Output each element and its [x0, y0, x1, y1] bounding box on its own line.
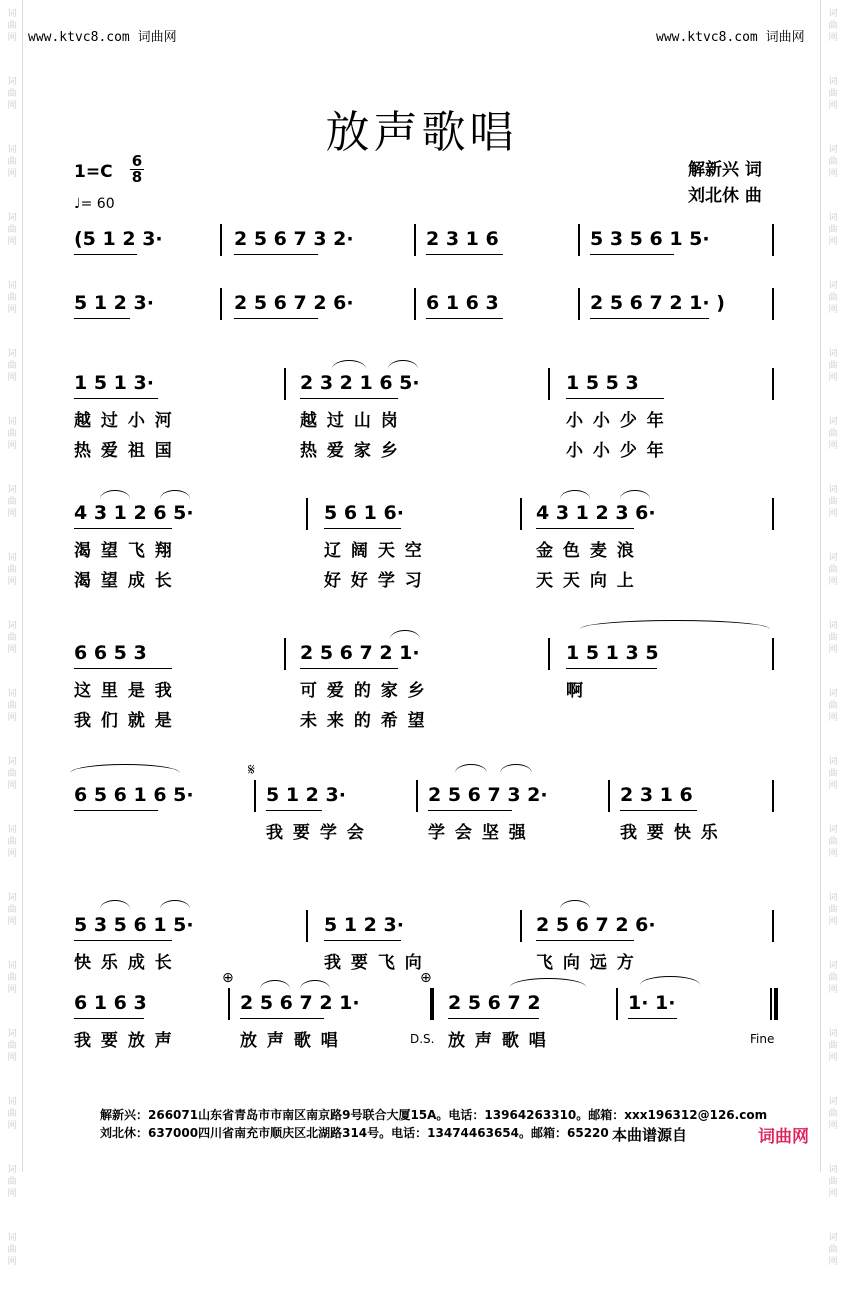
beam-underline — [266, 810, 322, 811]
site-logo[interactable]: 词曲网 — [758, 1127, 809, 1147]
bar-line — [284, 638, 286, 670]
sidebar-watermark: 词 曲 网 — [828, 621, 838, 655]
bar-line — [520, 498, 522, 530]
lyric-line: 放 声 歌 唱 — [240, 1031, 340, 1051]
bar-line — [772, 498, 774, 530]
sidebar-watermark: 词 曲 网 — [828, 689, 838, 723]
beam-underline — [428, 810, 512, 811]
beam-underline — [74, 668, 172, 669]
bar-line — [520, 910, 522, 942]
lyric-line: 我 们 就 是 — [74, 711, 174, 731]
slur-arc — [160, 490, 190, 499]
beam-underline — [234, 318, 318, 319]
footer-source: 本曲谱源自 — [612, 1126, 688, 1144]
sidebar-watermark: 词 曲 网 — [7, 9, 17, 43]
beam-underline — [74, 810, 158, 811]
sidebar-watermark: 词 曲 网 — [7, 77, 17, 111]
lyric-line: 快 乐 成 长 — [74, 953, 174, 973]
sidebar-watermark: 词 曲 网 — [7, 1097, 17, 1131]
tempo-marking — [74, 196, 115, 212]
slur-arc — [560, 490, 590, 499]
lyric-line: 可 爱 的 家 乡 — [300, 681, 427, 701]
coda-mark: ⊕ — [222, 970, 234, 986]
lyric-line: 金 色 麦 浪 — [536, 541, 636, 561]
right-watermark-strip — [821, 0, 845, 1267]
measure-notes: 1 5 1 3· — [74, 372, 154, 394]
repeat-barline — [430, 988, 434, 1020]
lyric-line: 我 要 学 会 — [266, 823, 366, 843]
footer-contact-lyricist: 解新兴：266071山东省青岛市市南区南京路9号联合大厦15A。电话：13964263310。邮箱：xxx196312@126.com — [100, 1108, 768, 1122]
sidebar-watermark: 词 曲 网 — [7, 893, 17, 927]
sidebar-watermark: 词 曲 网 — [7, 213, 17, 247]
measure-notes: 2 3 1 6 — [620, 784, 693, 806]
bar-line — [254, 780, 256, 812]
bar-line — [616, 988, 618, 1020]
lyric-line: 啊 — [566, 681, 585, 701]
bar-line — [772, 288, 774, 320]
bar-line — [414, 288, 416, 320]
lyric-line: 越 过 山 岗 — [300, 411, 400, 431]
segno-mark: 𝄋 — [248, 760, 255, 779]
sidebar-watermark: 词 曲 网 — [7, 1233, 17, 1267]
ds-mark: D.S. — [410, 1032, 435, 1046]
beam-underline — [628, 1018, 677, 1019]
time-signature — [130, 154, 144, 185]
beam-underline — [234, 254, 318, 255]
slur-arc — [100, 900, 130, 909]
fine-mark: Fine — [750, 1032, 775, 1046]
measure-notes: 5 6 1 6· — [324, 502, 404, 524]
sidebar-watermark: 词 曲 网 — [828, 417, 838, 451]
tempo-value: = 60 — [80, 196, 115, 212]
beam-underline — [324, 528, 401, 529]
quarter-note-icon: ♩ — [74, 196, 81, 212]
measure-notes: 4 3 1 2 3 6· — [536, 502, 656, 524]
beam-underline — [74, 398, 158, 399]
sidebar-watermark: 词 曲 网 — [828, 77, 838, 111]
bar-line — [772, 638, 774, 670]
sidebar-watermark: 词 曲 网 — [828, 145, 838, 179]
bar-line — [578, 224, 580, 256]
beam-underline — [324, 940, 401, 941]
footer-contact-composer: 刘北休：637000四川省南充市顺庆区北湖路314号。电话：13474463654。邮箱：65220 — [100, 1126, 609, 1140]
measure-notes: 2 5 6 7 2 1· — [300, 642, 420, 664]
sidebar-watermark: 词 曲 网 — [828, 1029, 838, 1063]
lyric-line: 学 会 坚 强 — [428, 823, 528, 843]
measure-notes: 5 3 5 6 1 5· — [74, 914, 194, 936]
measure-notes: 2 5 6 7 2 6· — [234, 292, 354, 314]
beam-underline — [74, 940, 172, 941]
measure-notes: 6 5 6 1 6 5· — [74, 784, 194, 806]
sidebar-watermark: 词 曲 网 — [7, 349, 17, 383]
measure-notes: 6 1 6 3 — [74, 992, 147, 1014]
slur-arc — [160, 900, 190, 909]
measure-notes: 2 5 6 7 2 — [448, 992, 541, 1014]
beam-underline — [536, 940, 634, 941]
lyric-line: 飞 向 远 方 — [536, 953, 636, 973]
slur-arc — [500, 764, 532, 773]
beam-underline — [566, 668, 657, 669]
slur-arc — [70, 764, 180, 773]
measure-notes: 5 1 2 3· — [74, 292, 154, 314]
measure-notes: 2 3 1 6 — [426, 228, 499, 250]
lyric-line: 天 天 向 上 — [536, 571, 636, 591]
lyric-line: 渴 望 成 长 — [74, 571, 174, 591]
sidebar-watermark: 词 曲 网 — [7, 757, 17, 791]
sidebar-watermark: 词 曲 网 — [828, 825, 838, 859]
sidebar-watermark: 词 曲 网 — [7, 689, 17, 723]
bar-line — [284, 368, 286, 400]
composer: 刘北休 曲 — [688, 186, 762, 206]
slur-arc — [510, 978, 586, 987]
bar-line — [220, 224, 222, 256]
lyric-line: 未 来 的 希 望 — [300, 711, 427, 731]
bar-line — [772, 224, 774, 256]
sidebar-watermark: 词 曲 网 — [7, 281, 17, 315]
beam-underline — [536, 528, 634, 529]
sidebar-watermark: 词 曲 网 — [7, 621, 17, 655]
sidebar-watermark: 词 曲 网 — [7, 1165, 17, 1199]
lyric-line: 好 好 学 习 — [324, 571, 424, 591]
beam-underline — [240, 1018, 324, 1019]
time-denominator: 8 — [131, 168, 143, 186]
measure-notes: 5 1 2 3· — [266, 784, 346, 806]
lyric-line: 热 爱 家 乡 — [300, 441, 400, 461]
slur-arc — [332, 360, 366, 369]
measure-notes: 5 3 5 6 1 5· — [590, 228, 710, 250]
sidebar-watermark: 词 曲 网 — [828, 1233, 838, 1267]
sidebar-watermark: 词 曲 网 — [828, 1097, 838, 1131]
final-barline — [774, 988, 778, 1020]
beam-underline — [74, 1018, 144, 1019]
lyric-line: 小 小 少 年 — [566, 411, 666, 431]
bar-line — [220, 288, 222, 320]
beam-underline — [74, 318, 130, 319]
measure-notes: (5 1 2 3· — [74, 228, 163, 250]
sidebar-watermark: 词 曲 网 — [828, 757, 838, 791]
beam-underline — [620, 810, 697, 811]
slur-arc — [455, 764, 487, 773]
beam-underline — [426, 254, 503, 255]
beam-underline — [426, 318, 503, 319]
bar-line — [228, 988, 230, 1020]
slur-arc — [388, 360, 418, 369]
bar-line — [548, 638, 550, 670]
measure-notes: 2 5 6 7 2 1· — [240, 992, 360, 1014]
lyric-line: 渴 望 飞 翔 — [74, 541, 174, 561]
bar-line — [772, 910, 774, 942]
measure-notes: 1 5 1 3 5 — [566, 642, 659, 664]
slur-arc — [580, 620, 770, 629]
lyric-line: 辽 阔 天 空 — [324, 541, 424, 561]
bar-line — [608, 780, 610, 812]
slur-arc — [260, 980, 290, 989]
lyricist: 解新兴 词 — [688, 160, 762, 180]
beam-underline — [590, 318, 709, 319]
sidebar-watermark: 词 曲 网 — [7, 1029, 17, 1063]
beam-underline — [300, 668, 398, 669]
sidebar-watermark: 词 曲 网 — [828, 485, 838, 519]
measure-notes: 5 1 2 3· — [324, 914, 404, 936]
lyric-line: 我 要 快 乐 — [620, 823, 720, 843]
song-title: 放声歌唱 — [325, 107, 518, 158]
beam-underline — [74, 528, 172, 529]
measure-notes: 2 5 6 7 2 1· ) — [590, 292, 725, 314]
sidebar-watermark: 词 曲 网 — [7, 417, 17, 451]
sidebar-watermark: 词 曲 网 — [828, 893, 838, 927]
slur-arc — [300, 980, 330, 989]
measure-notes: 4 3 1 2 6 5· — [74, 502, 194, 524]
lyric-line: 小 小 少 年 — [566, 441, 666, 461]
measure-notes: 2 5 6 7 2 6· — [536, 914, 656, 936]
slur-arc — [390, 630, 420, 639]
measure-notes: 6 1 6 3 — [426, 292, 499, 314]
lyric-line: 我 要 放 声 — [74, 1031, 174, 1051]
sidebar-watermark: 词 曲 网 — [7, 825, 17, 859]
bar-line — [414, 224, 416, 256]
measure-notes: 6 6 5 3 — [74, 642, 147, 664]
bar-line — [306, 498, 308, 530]
bar-line — [548, 368, 550, 400]
lyric-line: 我 要 飞 向 — [324, 953, 424, 973]
beam-underline — [74, 254, 137, 255]
sidebar-watermark: 词 曲 网 — [7, 485, 17, 519]
measure-notes: 2 5 6 7 3 2· — [234, 228, 354, 250]
beam-underline — [566, 398, 664, 399]
measure-notes: 1· 1· — [628, 992, 676, 1014]
key-signature: 1=C — [74, 162, 113, 182]
sidebar-watermark: 词 曲 网 — [7, 961, 17, 995]
beam-underline — [448, 1018, 539, 1019]
sidebar-watermark: 词 曲 网 — [828, 9, 838, 43]
slur-arc — [100, 490, 130, 499]
beam-underline — [300, 398, 398, 399]
sidebar-watermark: 词 曲 网 — [7, 145, 17, 179]
left-watermark-strip — [0, 0, 24, 1267]
measure-notes: 2 5 6 7 3 2· — [428, 784, 548, 806]
beam-underline — [590, 254, 674, 255]
lyric-line: 热 爱 祖 国 — [74, 441, 174, 461]
sidebar-watermark: 词 曲 网 — [828, 553, 838, 587]
bar-line — [772, 780, 774, 812]
site-url-left[interactable]: www.ktvc8.com 词曲网 — [28, 30, 177, 45]
bar-line — [306, 910, 308, 942]
bar-line — [578, 288, 580, 320]
bar-line — [772, 368, 774, 400]
bar-line — [416, 780, 418, 812]
measure-notes: 1 5 5 3 — [566, 372, 639, 394]
time-numerator: 6 — [131, 152, 143, 170]
slur-arc — [560, 900, 590, 909]
measure-notes: 2 3 2 1 6 5· — [300, 372, 420, 394]
sidebar-watermark: 词 曲 网 — [828, 961, 838, 995]
coda-mark: ⊕ — [420, 970, 432, 986]
sidebar-watermark: 词 曲 网 — [7, 553, 17, 587]
lyric-line: 放 声 歌 唱 — [448, 1031, 548, 1051]
sidebar-watermark: 词 曲 网 — [828, 213, 838, 247]
lyric-line: 这 里 是 我 — [74, 681, 174, 701]
bar-line — [770, 988, 772, 1020]
site-url-right[interactable]: www.ktvc8.com 词曲网 — [656, 30, 805, 45]
slur-arc — [640, 976, 700, 985]
lyric-line: 越 过 小 河 — [74, 411, 174, 431]
sidebar-watermark: 词 曲 网 — [828, 281, 838, 315]
slur-arc — [620, 490, 650, 499]
sidebar-watermark: 词 曲 网 — [828, 1165, 838, 1199]
sidebar-watermark: 词 曲 网 — [828, 349, 838, 383]
